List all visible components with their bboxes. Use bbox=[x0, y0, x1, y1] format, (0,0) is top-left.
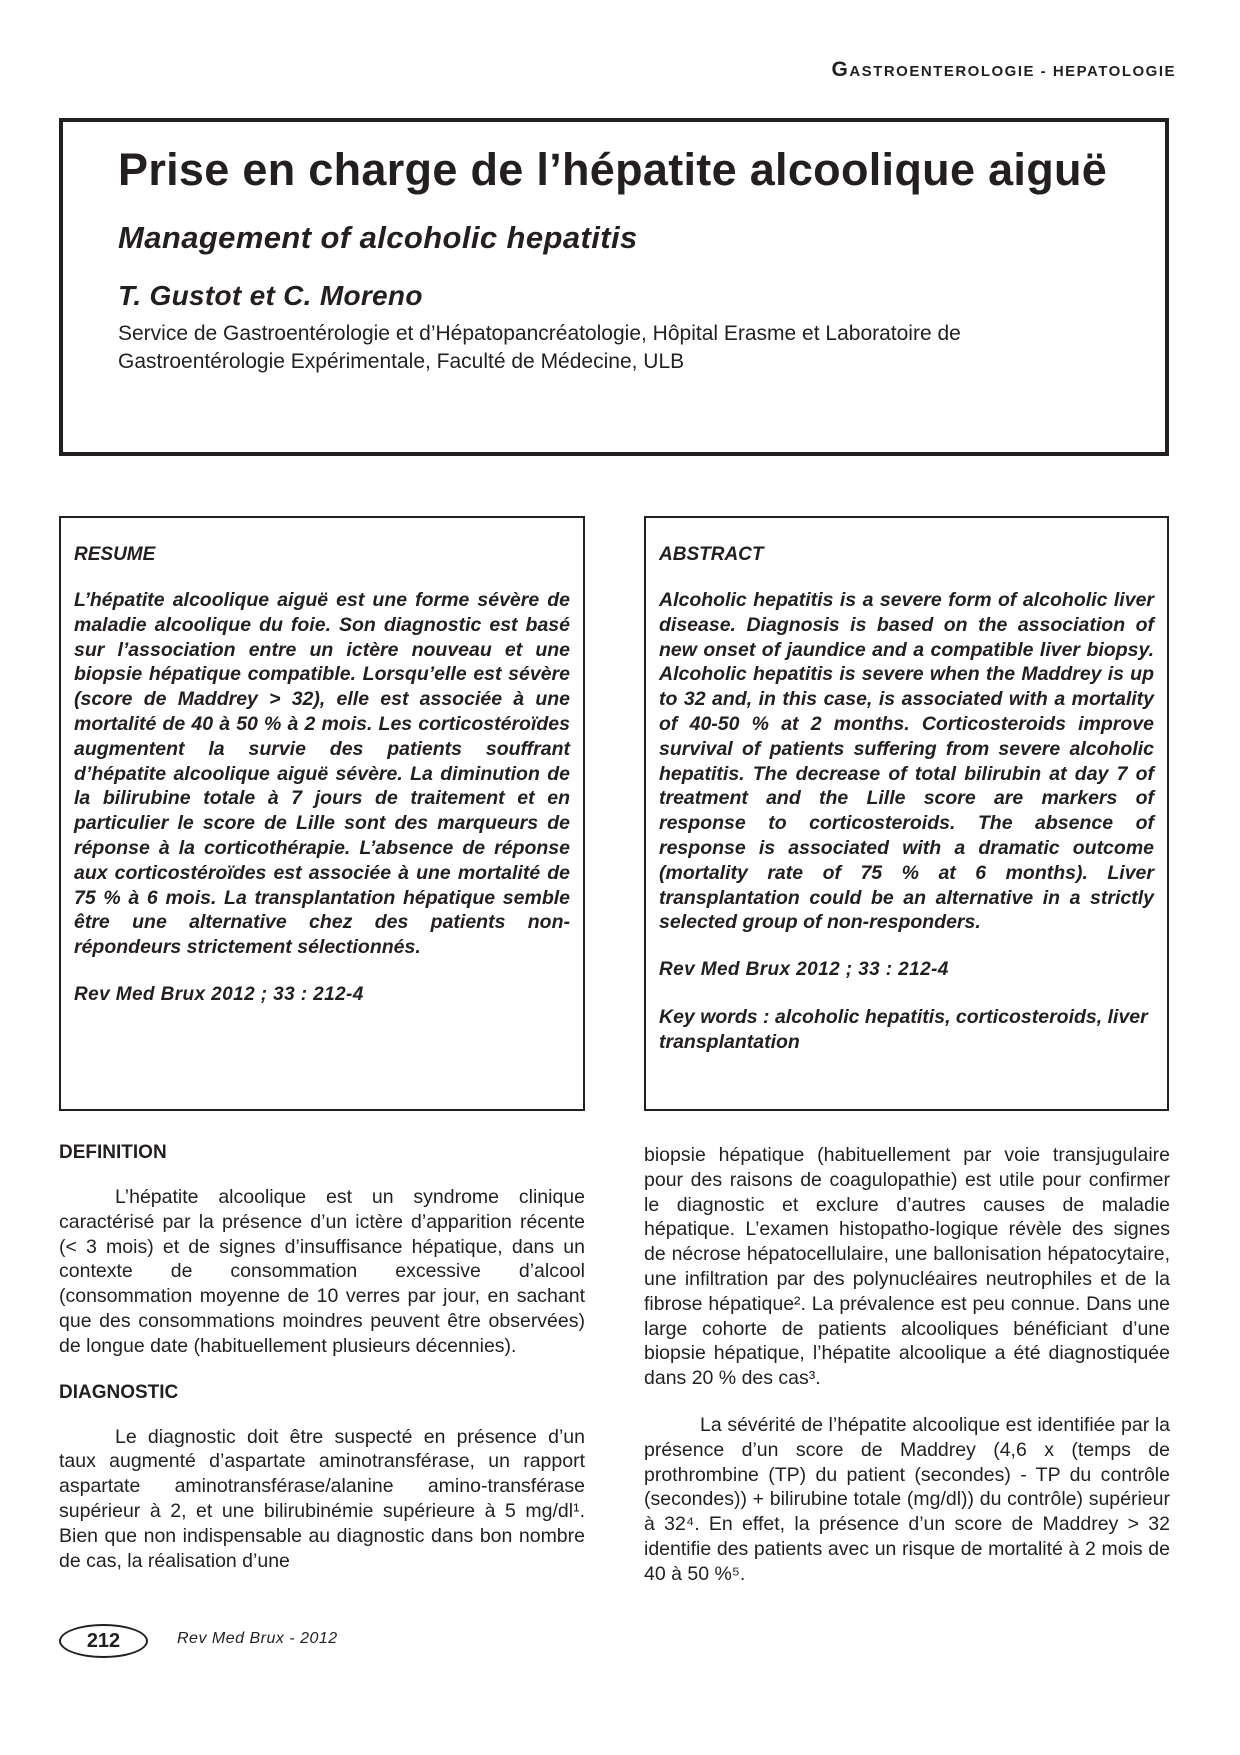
resume-box bbox=[59, 516, 585, 1111]
abstract-box bbox=[644, 516, 1169, 1111]
body-column-left bbox=[59, 1141, 585, 1595]
definition-heading: DEFINITION bbox=[59, 1142, 167, 1163]
section-header-rest: ASTROENTEROLOGIE - HEPATOLOGIE bbox=[849, 63, 1176, 80]
abstract-heading: ABSTRACT bbox=[659, 544, 764, 565]
page-number: 212 bbox=[59, 1624, 148, 1658]
abstract-reference: Rev Med Brux 2012 ; 33 : 212-4 bbox=[659, 959, 949, 981]
abstract-keywords: Key words : alcoholic hepatitis, corticosteroids, liver transplantation bbox=[659, 1006, 1148, 1053]
resume-reference: Rev Med Brux 2012 ; 33 : 212-4 bbox=[74, 983, 364, 1005]
journal-name: Rev Med Brux - 2012 bbox=[177, 1630, 338, 1647]
diagnostic-paragraph: Le diagnostic doit être suspecté en présence d’un taux augmenté d’aspartate aminotransférase, un rapport aspartate aminotransférase/alanine amino-transférase supérieur à 2, et une bilirubinémie supérieure à 5 mg/dl¹. Bien que non indispensable au diagnostic dans bon nombre de cas, la réalisation d’une bbox=[59, 1425, 585, 1572]
definition-paragraph: L’hépatite alcoolique est un syndrome clinique caractérisé par la présence d’un ictère d’apparition récente (< 3 mois) et de signes d’insuffisance hépatique, dans un contexte de consommation excessive d’alcool (consommation moyenne de 10 verres par jour, en sachant que des consommations moindres peuvent être observées) de longue date (habituellement plusieurs décennies). bbox=[59, 1186, 585, 1357]
article-subtitle: Management of alcoholic hepatitis bbox=[118, 220, 638, 255]
section-header-initial: G bbox=[831, 58, 850, 81]
diagnostic-continuation-paragraph: biopsie hépatique (habituellement par voie transjugulaire pour des raisons de coagulopathie) est utile pour confirmer le diagnostic et exclure d’autres causes de maladie hépatique. L’examen histopatho-logique révèle des signes de nécrose hépatocellulaire, une ballonisation hépatocytaire, une infiltration par des polynucléaires neutrophiles et de la fibrose hépatique². La prévalence est peu connue. Dans une large cohorte de patients alcooliques bénéficiant d’une biopsie hépatique, l’hépatite alcoolique a été diagnostiquée dans 20 % des cas³. bbox=[644, 1144, 1170, 1390]
resume-heading: RESUME bbox=[74, 544, 156, 565]
article-title: Prise en charge de l’hépatite alcoolique aiguë bbox=[118, 144, 1108, 195]
resume-text: L’hépatite alcoolique aiguë est une forme sévère de maladie alcoolique du foie. Son diagnostic est basé sur l’association entre un ictère nouveau et une biopsie hépatique compatible. Lorsqu’elle est sévère (score de Maddrey > 32), elle est associée à une mortalité de 40 à 50 % à 2 mois. Les corticostéroïdes augmentent la survie des patients souffrant d’hépatite alcoolique aiguë sévère. La diminution de la bilirubine totale à 7 jours de traitement et en particulier le score de Lille sont des marqueurs de réponse à la corticothérapie. L’absence de réponse aux corticostéroïdes est associée à une mortalité de 75 % à 6 mois. La transplantation hépatique semble être une alternative chez des patients non-répondeurs strictement sélectionnés. bbox=[74, 589, 570, 959]
diagnostic-heading: DIAGNOSTIC bbox=[59, 1381, 179, 1403]
article-affiliation: Service de Gastroentérologie et d’Hépatopancréatologie, Hôpital Erasme et Laboratoire de Gastroentérologie Expérimentale, Faculté de Médecine, ULB bbox=[118, 322, 961, 373]
severity-paragraph: La sévérité de l’hépatite alcoolique est identifiée par la présence d’un score de Maddrey (4,6 x (temps de prothrombine (TP) du patient (secondes) - TP du contrôle (secondes)) + bilirubine totale (mg/dl)) du contrôle) supérieur à 32⁴. En effet, la présence d’un score de Maddrey > 32 identifie des patients avec un risque de mortalité à 2 mois de 40 à 50 %⁵. bbox=[644, 1413, 1170, 1585]
article-authors: T. Gustot et C. Moreno bbox=[118, 280, 423, 311]
body-column-right bbox=[644, 1143, 1170, 1609]
section-header bbox=[831, 58, 1176, 82]
title-box bbox=[59, 118, 1169, 456]
abstract-text: Alcoholic hepatitis is a severe form of alcoholic liver disease. Diagnosis is based on the association of new onset of jaundice and a compatible liver biopsy. Alcoholic hepatitis is severe when the Maddrey is up to 32 and, in this case, is associated with a mortality of 40-50 % at 2 months. Corticosteroids improve survival of patients suffering from severe alcoholic hepatitis. The decrease of total bilirubin at day 7 of treatment and the Lille score are markers of response to corticosteroids. The absence of response is associated with a dramatic outcome (mortality rate of 75 % at 6 months). Liver transplantation could be an alternative in a strictly selected group of non-responders. bbox=[659, 589, 1154, 934]
